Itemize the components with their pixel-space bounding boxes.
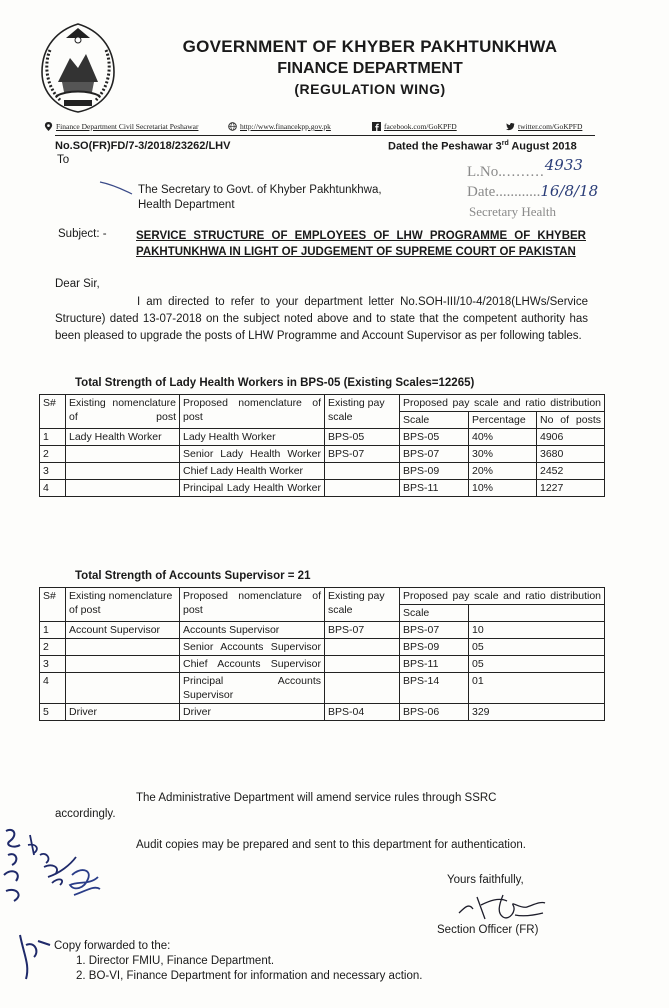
cell-existing: Driver	[66, 704, 180, 721]
header-scale: Scale	[400, 412, 469, 429]
department-heading: FINANCE DEPARTMENT	[277, 60, 463, 77]
facebook-link[interactable]: facebook.com/GoKPFD	[384, 122, 457, 131]
cell-count: 329	[469, 704, 605, 721]
header-blank	[469, 605, 605, 622]
table-row	[40, 704, 605, 721]
cell-existing	[66, 656, 180, 673]
cell-pay	[325, 673, 400, 704]
cell-scale: BPS-07	[400, 446, 469, 463]
cell-sno: 5	[40, 704, 66, 721]
stamp-no-value: 4933	[544, 156, 583, 174]
cell-proposed: Chief Lady Health Worker	[180, 463, 325, 480]
date-suffix: August 2018	[508, 140, 577, 153]
cell-posts: 4906	[537, 429, 605, 446]
twitter-link[interactable]: twitter.com/GoKPFD	[518, 122, 583, 131]
header-distribution: Proposed pay scale and ratio distribution	[400, 588, 605, 605]
cell-percentage: 40%	[469, 429, 537, 446]
header-percentage: Percentage	[469, 412, 537, 429]
header-divider	[55, 135, 595, 136]
table-row	[40, 480, 605, 497]
table-row	[40, 463, 605, 480]
globe-icon	[228, 122, 237, 131]
cell-existing: Lady Health Worker	[66, 429, 180, 446]
cell-pay	[325, 656, 400, 673]
header-posts: No of posts	[537, 412, 605, 429]
accounts-supervisor-table	[39, 587, 605, 721]
cell-pay	[325, 463, 400, 480]
closing: Yours faithfully,	[447, 874, 524, 886]
handwritten-arrow-icon	[96, 178, 136, 198]
address-text: Finance Department Civil Secretariat Peshawar	[56, 122, 199, 131]
cell-scale: BPS-05	[400, 429, 469, 446]
cell-existing	[66, 639, 180, 656]
cell-scale: BPS-11	[400, 656, 469, 673]
website-link[interactable]: http://www.financekpp.gov.pk	[240, 122, 331, 131]
wing-heading: (REGULATION WING)	[294, 81, 446, 97]
addressee-line-2: Health Department	[138, 199, 235, 211]
cell-sno: 2	[40, 446, 66, 463]
cell-count: 05	[469, 656, 605, 673]
contact-facebook[interactable]	[372, 122, 457, 131]
to-label: To	[57, 154, 70, 166]
twitter-icon	[506, 122, 515, 131]
reference-number: No.SO(FR)FD/7-3/2018/23262/LHV	[55, 140, 231, 152]
location-pin-icon	[44, 122, 53, 131]
table-row	[40, 656, 605, 673]
cell-pay	[325, 639, 400, 656]
cell-proposed: Driver	[180, 704, 325, 721]
copy-item: 1. Director FMIU, Finance Department.	[76, 955, 275, 967]
header-pay: Existing pay scale	[325, 588, 400, 622]
cell-posts: 2452	[537, 463, 605, 480]
header-proposed: Proposed nomenclature of post	[180, 588, 325, 622]
table-row	[40, 622, 605, 639]
cell-count: 10	[469, 622, 605, 639]
copy-forwarded-label: Copy forwarded to the:	[54, 940, 171, 952]
table-header-row	[40, 395, 605, 412]
table-row	[40, 429, 605, 446]
addressee-line-1: The Secretary to Govt. of Khyber Pakhtunkhwa,	[138, 184, 382, 196]
cell-sno: 2	[40, 639, 66, 656]
khyber-pakhtunkhwa-emblem-logo	[36, 20, 120, 116]
cell-sno: 4	[40, 673, 66, 704]
body-paragraph: I am directed to refer to your department letter No.SOH-III/10-4/2018(LHWs/Service Structure) dated 13-07-2018 on the subject noted above and to state that the competent authority has been pleased to upgrade the posts of LHW Programme and Account Supervisor as per following tables.	[55, 296, 588, 342]
addressee	[138, 183, 382, 213]
contact-twitter[interactable]	[506, 122, 582, 131]
cell-count: 05	[469, 639, 605, 656]
signatory-title: Section Officer (FR)	[437, 924, 539, 936]
header-sno: S#	[40, 395, 66, 429]
cell-proposed: Accounts Supervisor	[180, 622, 325, 639]
cell-proposed: Senior Lady Health Worker	[180, 446, 325, 463]
table-header-row	[40, 588, 605, 605]
cell-scale: BPS-09	[400, 463, 469, 480]
header-sno: S#	[40, 588, 66, 622]
header-existing: Existing nomenclature of post	[66, 395, 180, 429]
header-existing: Existing nomenclature of post	[66, 588, 180, 622]
stamp-office: Secretary Health	[469, 204, 556, 219]
cell-existing	[66, 446, 180, 463]
cell-pay	[325, 480, 400, 497]
cell-sno: 3	[40, 656, 66, 673]
cell-percentage: 10%	[469, 480, 537, 497]
cell-scale: BPS-06	[400, 704, 469, 721]
subject-label: Subject: -	[58, 228, 107, 240]
cell-pay: BPS-07	[325, 622, 400, 639]
signature-image	[455, 887, 550, 927]
facebook-icon	[372, 122, 381, 131]
contact-website[interactable]	[228, 122, 331, 131]
cell-sno: 4	[40, 480, 66, 497]
lhw-strength-table	[39, 394, 605, 497]
admin-paragraph: The Administrative Department will amend service rules through SSRC	[136, 792, 497, 804]
table-row	[40, 673, 605, 704]
header-pay: Existing pay scale	[325, 395, 400, 429]
header-distribution: Proposed pay scale and ratio distribution	[400, 395, 605, 412]
cell-proposed: Principal Lady Health Worker	[180, 480, 325, 497]
cell-percentage: 30%	[469, 446, 537, 463]
audit-paragraph: Audit copies may be prepared and sent to this department for authentication.	[136, 839, 526, 851]
government-heading: GOVERNMENT OF KHYBER PAKHTUNKHWA	[182, 37, 558, 56]
salutation: Dear Sir,	[55, 278, 100, 290]
cell-scale: BPS-14	[400, 673, 469, 704]
date-prefix: Dated the Peshawar 3	[388, 140, 502, 153]
cell-count: 01	[469, 673, 605, 704]
table-row	[40, 639, 605, 656]
cell-pay: BPS-07	[325, 446, 400, 463]
cell-posts: 3680	[537, 446, 605, 463]
cell-pay: BPS-05	[325, 429, 400, 446]
stamp-date-label: Date	[467, 184, 496, 200]
cell-scale: BPS-07	[400, 622, 469, 639]
cell-pay: BPS-04	[325, 704, 400, 721]
cell-proposed: Principal Accounts Supervisor	[180, 673, 325, 704]
header-proposed: Proposed nomenclature of post	[180, 395, 325, 429]
table2-title: Total Strength of Accounts Supervisor = 21	[75, 570, 311, 582]
copy-item: 2. BO-VI, Finance Department for information and necessary action.	[76, 970, 423, 982]
letter-date	[388, 140, 577, 153]
stamp-date-value: 16/8/18	[540, 182, 599, 200]
cell-scale: BPS-11	[400, 480, 469, 497]
cell-sno: 3	[40, 463, 66, 480]
admin-paragraph-end: accordingly.	[55, 808, 116, 820]
cell-existing	[66, 480, 180, 497]
cell-proposed: Senior Accounts Supervisor	[180, 639, 325, 656]
cell-percentage: 20%	[469, 463, 537, 480]
cell-existing	[66, 673, 180, 704]
cell-existing: Account Supervisor	[66, 622, 180, 639]
cell-posts: 1227	[537, 480, 605, 497]
contact-address	[44, 122, 198, 131]
cell-existing	[66, 463, 180, 480]
cell-sno: 1	[40, 622, 66, 639]
date-ordinal: rd	[501, 140, 509, 147]
receipt-stamp: L.No..........4933 Date............16/8/18 Secretary Health	[467, 156, 599, 219]
subject-text: SERVICE STRUCTURE OF EMPLOYEES OF LHW PROGRAMME OF KHYBER PAKHTUNKHWA IN LIGHT OF JUDGEMENT OF SUPREME COURT OF PAKISTAN	[136, 230, 586, 258]
cell-proposed: Lady Health Worker	[180, 429, 325, 446]
header-scale: Scale	[400, 605, 469, 622]
stamp-no-label: L.No.	[467, 164, 502, 180]
cell-scale: BPS-09	[400, 639, 469, 656]
table-row	[40, 446, 605, 463]
cell-sno: 1	[40, 429, 66, 446]
table1-title: Total Strength of Lady Health Workers in BPS-05 (Existing Scales=12265)	[75, 377, 475, 389]
cell-proposed: Chief Accounts Supervisor	[180, 656, 325, 673]
